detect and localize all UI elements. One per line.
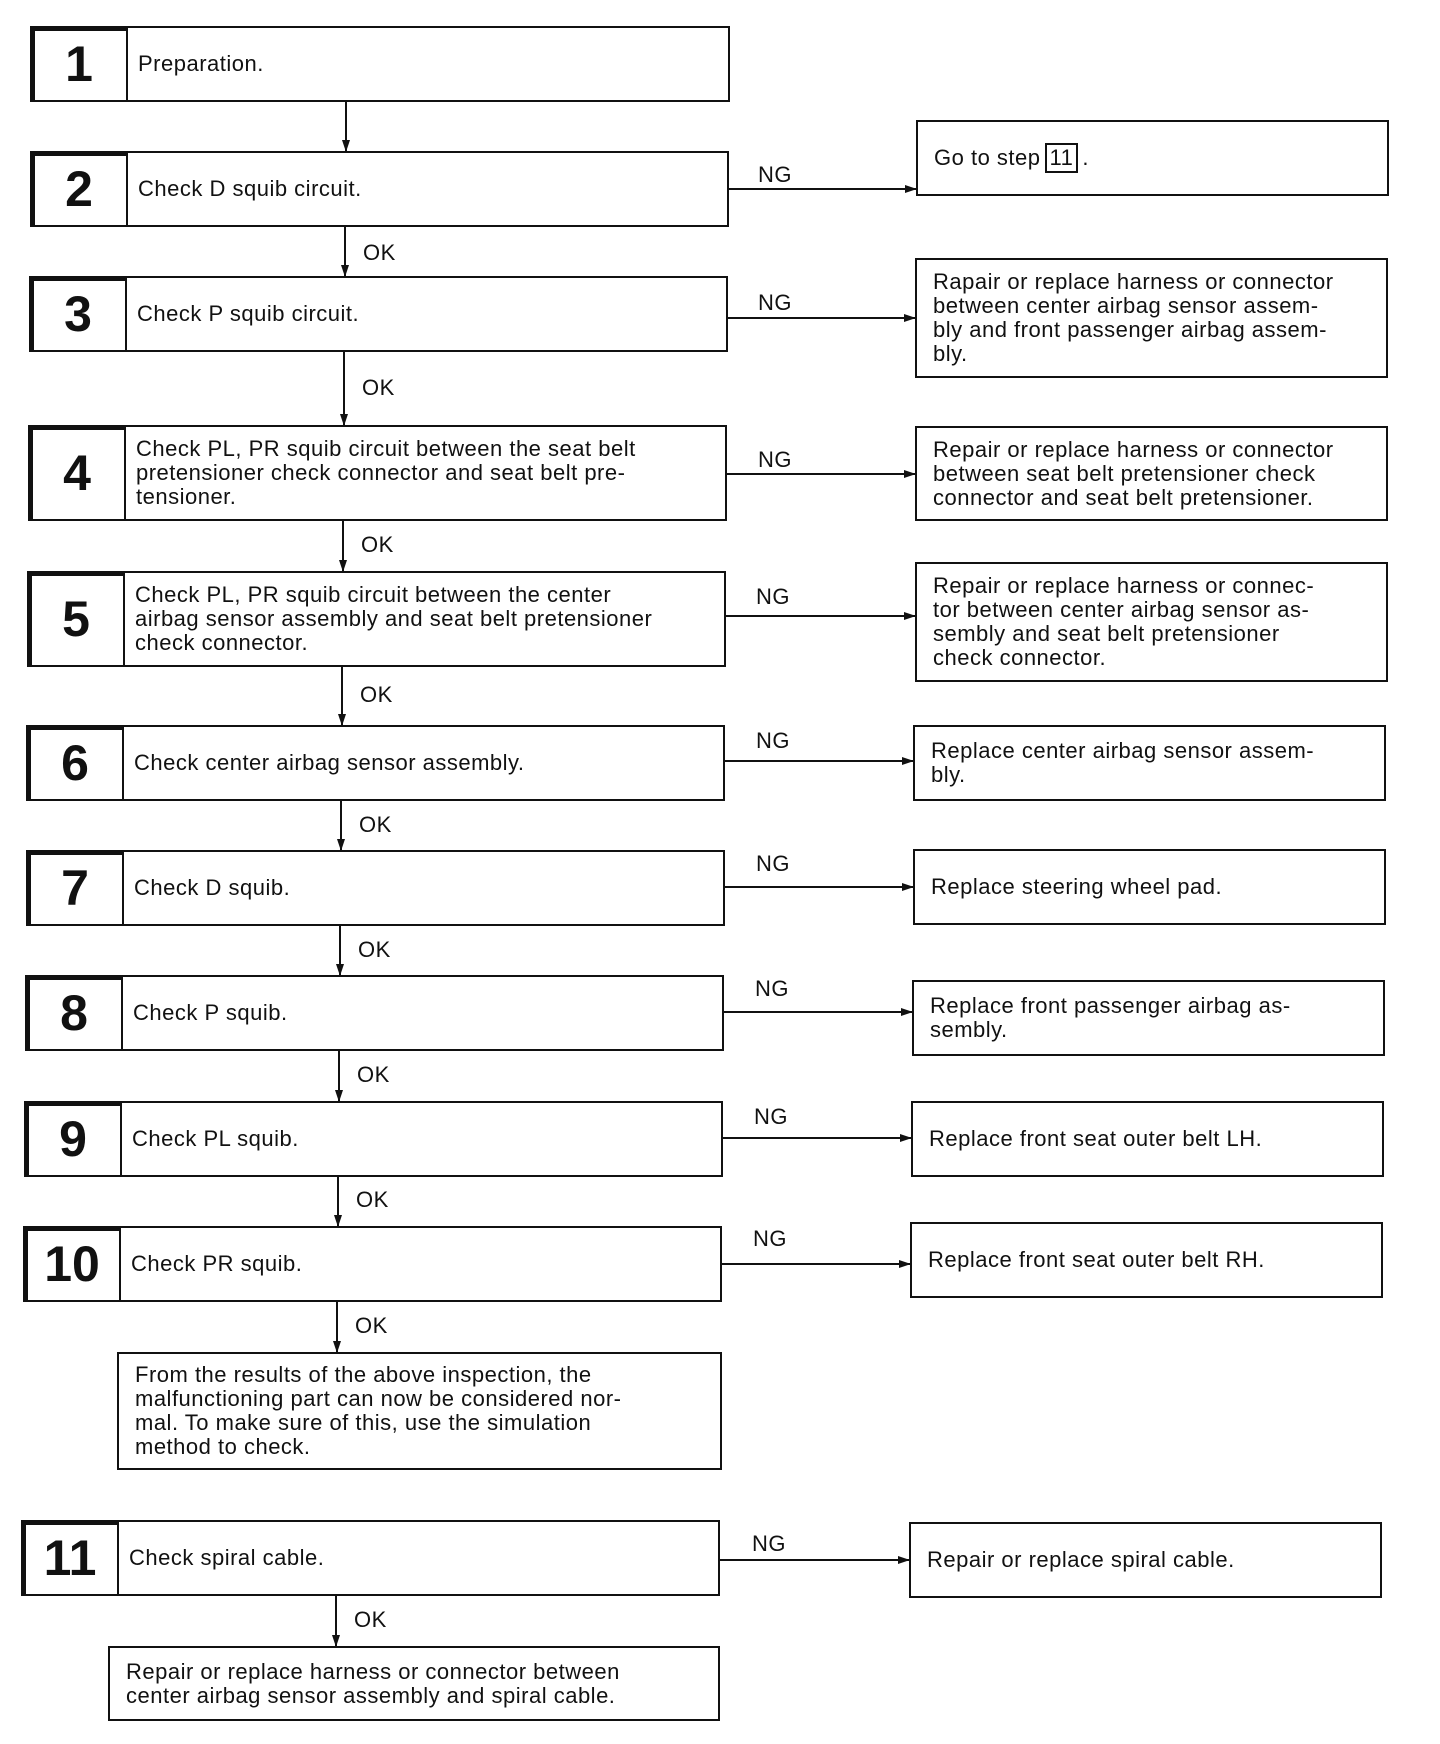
result-step-8: Replace front passenger airbag as- sembly.	[912, 980, 1385, 1056]
step-text: Preparation.	[138, 51, 264, 76]
ok-label: OK	[354, 1607, 387, 1632]
result-step-2	[916, 120, 1389, 196]
step-number: 11	[23, 1522, 119, 1594]
ng-label: NG	[754, 1104, 788, 1129]
step-text: Check P squib.	[133, 1000, 288, 1025]
step-3-box	[29, 276, 728, 352]
final-result-after-step-11: Repair or replace harness or connector between center airbag sensor assembly and spiral cable.	[108, 1646, 720, 1721]
step-text: Check D squib.	[134, 875, 291, 900]
result-step-9: Replace front seat outer belt LH.	[911, 1101, 1384, 1177]
step-1-box	[30, 26, 730, 102]
step-text: Check PR squib.	[131, 1251, 303, 1276]
step-text: Check PL, PR squib circuit between the seat belt pretensioner check connector and seat belt pre- tensioner.	[136, 436, 636, 509]
ok-label: OK	[363, 240, 396, 265]
step-number: 5	[29, 573, 125, 665]
step-10-box	[23, 1226, 722, 1302]
ok-label: OK	[362, 375, 395, 400]
ng-label: NG	[756, 584, 790, 609]
result-step-3: Rapair or replace harness or connector between center airbag sensor assem- bly and front passenger airbag assem- bly.	[915, 258, 1388, 378]
ok-label: OK	[360, 682, 393, 707]
result-step-7: Replace steering wheel pad.	[913, 849, 1386, 925]
goto-step-number: 11	[1045, 143, 1079, 173]
result-step-11: Repair or replace spiral cable.	[909, 1522, 1382, 1598]
ok-label: OK	[357, 1062, 390, 1087]
step-number: 7	[28, 852, 124, 924]
step-text: Check PL, PR squib circuit between the center airbag sensor assembly and seat belt pretensioner check connector.	[135, 582, 653, 655]
step-5-box	[27, 571, 726, 667]
step-number: 9	[26, 1103, 122, 1175]
step-number: 10	[25, 1228, 121, 1300]
step-number: 6	[28, 727, 124, 799]
ng-label: NG	[758, 447, 792, 472]
result-step-10: Replace front seat outer belt RH.	[910, 1222, 1383, 1298]
step-number: 8	[27, 977, 123, 1049]
ng-label: NG	[756, 851, 790, 876]
ng-label: NG	[753, 1226, 787, 1251]
ng-label: NG	[758, 290, 792, 315]
step-text: Check spiral cable.	[129, 1545, 325, 1570]
step-7-box	[26, 850, 725, 926]
step-text: Check center airbag sensor assembly.	[134, 750, 525, 775]
step-number: 2	[32, 153, 128, 225]
ok-label: OK	[361, 532, 394, 557]
ng-label: NG	[758, 162, 792, 187]
step-text: Check PL squib.	[132, 1126, 299, 1151]
step-number: 1	[32, 28, 128, 100]
ng-label: NG	[755, 976, 789, 1001]
goto-prefix: Go to step	[934, 145, 1041, 170]
result-step-6: Replace center airbag sensor assem- bly.	[913, 725, 1386, 801]
ng-label: NG	[756, 728, 790, 753]
step-text: Check P squib circuit.	[137, 301, 360, 326]
step-6-box	[26, 725, 725, 801]
step-4-box	[28, 425, 727, 521]
ok-label: OK	[356, 1187, 389, 1212]
step-number: 4	[30, 427, 126, 519]
step-2-box	[30, 151, 729, 227]
ok-label: OK	[355, 1313, 388, 1338]
ok-label: OK	[359, 812, 392, 837]
goto-suffix: .	[1082, 145, 1089, 170]
ng-label: NG	[752, 1531, 786, 1556]
result-step-5: Repair or replace harness or connec- tor between center airbag sensor as- sembly and seat belt pretensioner check connector.	[915, 562, 1388, 682]
ok-label: OK	[358, 937, 391, 962]
step-number: 3	[31, 278, 127, 350]
step-text: Check D squib circuit.	[138, 176, 362, 201]
step-9-box	[24, 1101, 723, 1177]
step-11-box	[21, 1520, 720, 1596]
note-after-step-10: From the results of the above inspection, the malfunctioning part can now be considered nor- mal. To make sure of this, use the simulation method to check.	[117, 1352, 722, 1470]
step-8-box	[25, 975, 724, 1051]
result-step-4: Repair or replace harness or connector between seat belt pretensioner check connector and seat belt pretensioner.	[915, 426, 1388, 521]
